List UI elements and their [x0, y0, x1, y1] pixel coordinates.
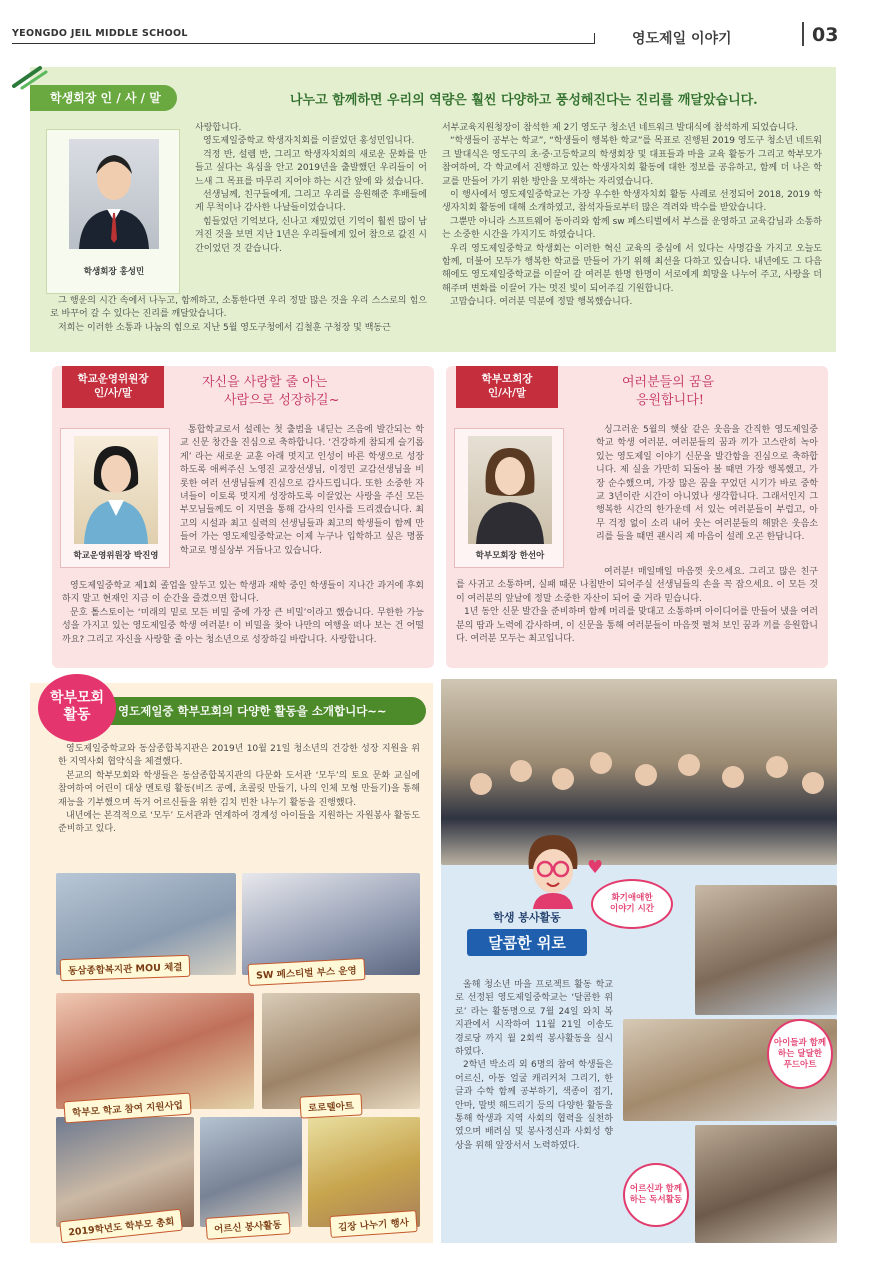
section-tag: [456, 366, 558, 408]
school-name: YEONGDO JEIL MIDDLE SCHOOL: [12, 28, 188, 39]
body-paragraph: 그뿐만 아니라 스프트웨어 동아리와 함께 sw 페스티벌에서 부스를 운영하고 교육감님과 소통하는 소중한 시간을 가지기도 하였습니다.: [442, 216, 822, 241]
section-title: 영도제일중 학부모회의 다양한 활동을 소개합니다~~: [118, 704, 387, 718]
portrait-caption: 학교운영위원장 박진영: [73, 551, 159, 561]
portrait-frame: [46, 129, 180, 294]
body-paragraph: 영도제일중학교와 동삼종합복지관은 2019년 10월 21일 청소년의 건강한 성장 지원을 위한 지역사회 협약식을 체결했다.: [58, 744, 420, 768]
body-paragraph: 1년 동안 신문 발간을 준비하며 함께 머리를 맞대고 소통하며 아이디어를 만들어 냈을 여러분의 땀과 노력에 감사하며, 이 신문을 통해 여러분들이 마음껏 펼쳐 보인 꿈과 끼를 응원합니다. 여러분 모두는 최고입니다.: [456, 607, 818, 645]
photo-label: 2019학년도 학부모 총회: [59, 1209, 183, 1244]
food-bubble: 아이들과 함께하는 달달한 푸드아트: [767, 1019, 833, 1089]
badge-line: 학부모회: [49, 690, 105, 706]
page-header: [12, 24, 858, 52]
section-tag: [62, 366, 164, 408]
portrait-frame: [454, 428, 564, 568]
body-text: [58, 743, 420, 837]
committee-section: [52, 366, 434, 668]
parents-activity-section: [30, 683, 433, 1243]
photo-label: 어르신 봉사활동: [205, 1212, 290, 1240]
body-paragraph: 힘들었던 기억보다, 신나고 재밌었던 기억이 훨씬 많이 남겨진 것을 보면 지난 1년은 우리들에게 있어 참으로 값진 시간이었던 것 같습니다.: [195, 216, 427, 254]
header-rule: [12, 43, 594, 44]
library-photo: [56, 993, 254, 1109]
volunteer-section: [441, 679, 837, 1243]
activity-badge: [38, 674, 116, 742]
body-paragraph: 싱그러운 5월의 햇살 같은 웃음을 간직한 영도제일중학교 학생 여러분, 여러분들의 꿈과 끼가 고스란히 녹아 있는 영도제일 이야기 신문을 발간함을 진심으로 축하합니다. 제 실을 가만히 되돌아 볼 때면 가장 행복했고, 가장 순수했으며, 가장 많은 꿈을 꾸었던 시기가 바로 중학교 3년이란 시간이 아니였나 생각합니다. 그래서인지 그 행복한 시간의 한가운데 서 있는 여러분들이 부럽고, 아무 걱정 없이 소리 내어 웃는 여러분들의 해맑은 웃음소리를 들을 때면 괜시리 제 마음이 설레 오곤 한답니다.: [596, 425, 818, 543]
body-paragraph: 문호 톨스토이는 ‘미래의 밑로 모든 비밀 중에 가장 큰 비밀’이라고 했습니다. 무한한 가능성을 가지고 있는 영도제일중 학생 여러분! 이 비밀을 찾아 나만의 여행을 떠나 보는 건 어떨까요? 그리고 자신을 사랑할 줄 아는 청소년으로 성장하길 바랍니다. 사랑합니다.: [62, 607, 424, 645]
tag-line: 학부모회장: [481, 373, 533, 385]
headline-line: 자신을 사랑할 줄 아는: [202, 375, 328, 390]
body-bottom: [62, 580, 424, 647]
talk-bubble: [591, 879, 673, 929]
section-tag: 학생회장 인 / 사 / 말: [30, 85, 177, 111]
group-silhouettes: [441, 679, 837, 865]
header-rule-tick: [594, 33, 595, 44]
body-paragraph: 2학년 박소리 외 6명의 참여 학생들은 어르신, 아동 얼굴 캐리커처 그리기, 한글과 수학 함께 공부하기, 색종이 접기, 안마, 말벗 해드리기 등의 다양한 활동을 통해 학생과 지역 사회의 협력을 실천하였으며 배려심 및 봉사정신과 사회성 향상을 위해 앞장서서 노력하였다.: [455, 1060, 613, 1151]
body-paragraph: 통합학교로서 설레는 첫 출범을 내딛는 즈음에 발간되는 학교 신문 창간을 진심으로 축하합니다. ‘건강하게 참되게 슬기롭게’ 라는 새로운 교훈 아래 멋지고 인성이 바른 학생으로 성장하도록 애써주신 노영진 교장선생님, 이정민 교감선생님을 비롯한 여러 선생님들께 진심으로 감사드립니다. 또한 소중한 자녀들이 이토록 멋지게 성장하도록 이끌었는 사랑을 주신 모든 부모님들께도 이 지면을 통해 감사의 인사를 드리겠습니다. 최고의 시설과 최고 실력의 선생님들과 최고의 학생들이 함께 만들어 가는 영도제일중학교는 이제 누구나 입학하고 싶은 명품학교로 명실상부 거듭나고 있습니다.: [180, 425, 424, 556]
body-paragraph: 영도제일중학교 제1회 졸업을 앞두고 있는 학생과 재학 중인 학생들이 지나간 과거에 후회하지 말고 현재인 지금 이 순간을 즐겼으면 합니다.: [62, 581, 424, 605]
body-paragraph: 이 행사에서 영도제일중학교는 가장 우수한 학생자치회 활동 사례로 선정되어 2018, 2019 학생자치회 활동에 대해 소개하였고, 참석자들로부터 많은 격려와 박수를 받았습니다.: [442, 190, 822, 214]
bubble-line: 화기애애한: [611, 893, 653, 903]
headline-line: 응원합니다!: [636, 393, 705, 408]
body-paragraph: 여러분! 매일매일 마음껏 웃으세요. 그리고 많은 친구를 사귀고 소통하며, 실패 때문 나침반이 되어주실 선생님들의 손을 꼭 잡으세요. 이 모든 것이 여러분의 앞날에 정말 소중한 자산이 되어 줄 거라 믿습니다.: [456, 567, 818, 604]
student-president-section: [30, 67, 836, 352]
volunteer-title-main: 달콤한 위로: [467, 929, 587, 956]
body-paragraph: 걱정 반, 설렘 반, 그리고 학생자치회의 새로운 문화를 만들고 싶다는 욕심을 안고 2019년을 출발했던 우리들이 어느새 그 목표를 마무리 지어야 하는 시간 앞에 와 섰습니다.: [195, 149, 427, 187]
talk-photo: [695, 885, 837, 1015]
character-illustration: [521, 829, 585, 909]
headline: 나누고 함께하면 우리의 역량은 훨씬 다양하고 풍성해진다는 진리를 깨달았습니다.: [290, 93, 758, 108]
body-paragraph: “학생들이 공부는 학교”, “학생들이 행복한 학교”를 목표로 진행된 2019 영도구 청소년 네트워크 발대식은 영도구의 초·중·고등학교의 학생회장 및 대표들과 마을 교육 활동가 그리고 학부모가 참여하여, 각 학교에서 진행하고 있는 학생자치회 활동에 대한 정보를 공유하고, 함께 더 나은 학교를 만들어 가기 위한 방안을 모색하는 자리였습니다.: [442, 136, 822, 187]
tag-line: 인/사/말: [487, 387, 527, 399]
photo-label: 김장 나누기 행사: [329, 1210, 417, 1238]
portrait-photo: [74, 436, 158, 544]
tag-line: 학교운영위원장: [77, 373, 149, 385]
glasses-character-icon: [521, 829, 585, 909]
body-right: [442, 122, 822, 310]
bubble-line: 이야기 시간: [609, 904, 654, 914]
photo-label: 학부모 학교 참여 지원사업: [63, 1093, 191, 1124]
body-paragraph: 저희는 이러한 소통과 나눔의 힘으로 지난 5월 영도구청에서 김철훈 구청장 및 백동근: [58, 322, 391, 333]
food-art-photo: [262, 993, 420, 1109]
body-left: [195, 122, 427, 256]
body-bottom-left: [50, 295, 427, 335]
reading-bubble: 어르신과 함께하는 독서활동: [623, 1163, 689, 1227]
body-paragraph: 선생님께, 친구들에게, 그리고 우리를 응원해준 후배들에게 무척이나 감사한 나날들이었습니다.: [195, 190, 427, 214]
body-paragraph: 서부교육지원청장이 참석한 제 2기 영도구 청소년 네트워크 발대식에 참석하게 되었습니다.: [442, 123, 799, 133]
committee-portrait-icon: [74, 436, 158, 544]
body-paragraph: 우리 영도제일중학교 학생회는 이러한 혁신 교육의 중심에 서 있다는 사명감을 가지고 오늘도 함께, 더불어 모두가 행복한 학교를 만들어 가기 위해 최선을 다하고 있습니다. 내년에도 그 다음 해에도 영도제일중학교를 이끌어 갈 여러분 한명 한명이 서로에게 희망을 나누어 주고, 사랑을 더해주며 변화를 이끌어 가는 멋진 빛이 되어주길 기원합니다.: [442, 243, 822, 294]
portrait-frame: [60, 428, 170, 568]
body-paragraph: 올해 청소년 마을 프로젝트 활동 학교로 선정된 영도제일중학교는 ‘달콤한 위로’ 라는 활동명으로 7월 24일 와치 복지관에서 시작하여 11월 21일 이송도 경로당 까지 월 2회씩 봉사활동을 실시하였다.: [455, 980, 613, 1058]
student-portrait-icon: [69, 139, 159, 249]
volunteer-subtitle: 학생 봉사활동: [493, 911, 561, 924]
portrait-caption: 학부모회장 한선아: [475, 551, 545, 561]
portrait-photo: [468, 436, 552, 544]
portrait-photo: [69, 139, 159, 249]
headline-line: 사람으로 성장하길~: [224, 393, 340, 408]
volunteer-title: [467, 909, 587, 956]
page-number: 03: [812, 24, 839, 46]
headline-line: 여러분들의 꿈을: [622, 375, 715, 390]
brush-stroke-icon: [10, 62, 50, 92]
reading-photo: [695, 1125, 837, 1243]
tag-line: 인/사/말: [93, 387, 133, 399]
photo-label: SW 페스티벌 부스 운영: [248, 958, 366, 986]
body-paragraph: 고맙습니다. 여러분 덕분에 정말 행복했습니다.: [450, 297, 633, 308]
parent-portrait-icon: [468, 436, 552, 544]
body-paragraph: 사랑합니다.: [195, 123, 242, 133]
body-paragraph: 본교의 학부모회와 학생들은 동삼종합복지관의 다문화 도서관 ‘모두’의 토요 문화 교실에 참여하여 어린이 대상 멘토링 활동(비즈 공예, 초콜릿 만들기, 나의 인체 모형 만들기)을 통해 재능을 기부했으며 독거 어르신들을 위한 김치 빈찬 나누기 활동을 진행했다.: [58, 770, 420, 808]
photo-label: 동삼종합복지관 MOU 체결: [60, 955, 191, 982]
body-paragraph: 그 행운의 시간 속에서 나누고, 함께하고, 소통한다면 우리 정말 많은 것을 우리 스스로의 힘으로 바꾸어 갈 수 있다는 진리를 깨달았습니다.: [50, 296, 427, 320]
body-paragraph: 영도제일중학교 학생자치회를 이끌었던 홍성민입니다.: [203, 136, 415, 147]
section-title: 영도제일 이야기: [632, 31, 732, 47]
headline: [202, 374, 340, 410]
heart-icon: ♥: [587, 857, 604, 878]
portrait-caption: 학생회장 홍성민: [83, 267, 145, 277]
elderly-service-photo: [200, 1117, 302, 1227]
badge-line: 활동: [63, 707, 91, 723]
body-paragraph: 내년에는 본격적으로 ‘모두’ 도서관과 연계하여 경계성 아이들을 지원하는 자원봉사 활동도 준비하고 있다.: [58, 811, 420, 835]
body-bottom: [456, 566, 818, 646]
headline: [622, 374, 714, 410]
group-photo: [441, 679, 837, 865]
body-text: [455, 979, 613, 1153]
photo-label: 로로텔아트: [299, 1093, 362, 1118]
header-divider: [802, 22, 804, 46]
parents-president-section: [446, 366, 828, 668]
